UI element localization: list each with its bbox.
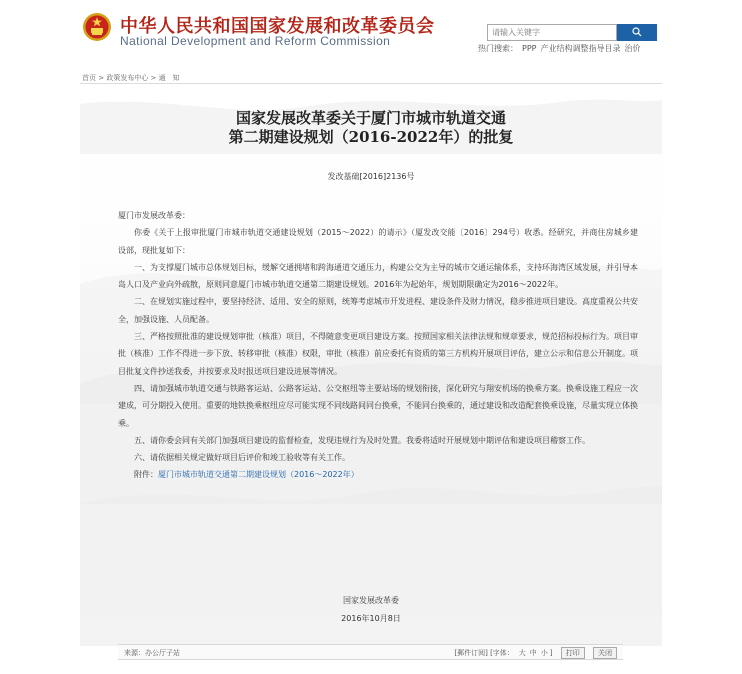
article-tools [454,647,617,659]
font-size-label: [字体： [490,649,514,657]
national-emblem-icon [82,12,112,42]
print-button[interactable]: 打印 [561,647,585,659]
hot-search-bar [478,43,644,54]
article-source: 来源：办公厅子站 [124,649,180,657]
document-number: 发改基础[2016]2136号 [327,172,415,181]
search-icon [632,27,642,37]
close-button[interactable]: 关闭 [593,647,617,659]
document-title-line1: 国家发展改革委关于厦门市城市轨道交通 [235,109,506,127]
body-paragraph: 二、在规划实施过程中，要坚持经济、适用、安全的原则，统筹考虑城市开发进程、建设条件及财力情况，稳步推进项目建设。高度重视公共安全，加强设施、人员配备。 [118,297,638,324]
signature-org: 国家发展改革委 [343,596,399,605]
font-size-medium[interactable]: 中 [529,649,537,657]
body-paragraph: 四、请加强城市轨道交通与铁路客运站、公路客运站、公交枢纽等主要站场的规划衔接，深化研究与翔安机场的换乘方案。换乘设施工程应一次建成，可分期投入使用。重要的地铁换乘枢纽应尽可能实现不同线路间同台换乘，不能同台换乘的，通过建设和改造配套换乘设施，尽量实现立体换乘。 [118,383,638,428]
breadcrumb[interactable]: 首页 > 政策发布中心 > 通 知 [82,74,180,82]
document-title-line2: 第二期建设规划（2016-2022年）的批复 [228,128,514,146]
font-size-small[interactable]: 小 [540,649,548,657]
document-body [118,207,638,484]
attachment-line [118,466,638,483]
subscribe-link[interactable]: [郵件订阅] [454,649,488,657]
body-paragraph: 你委《关于上报审批厦门市城市轨道交通建设规划（2015～2022）的请示》（厦发改交能〔2016〕294号）收悉。经研究，并商住房城乡建设部，现批复如下： [118,228,638,255]
hot-search-link[interactable]: 治价 [624,44,641,53]
article-footer-bar [118,644,623,660]
addressee: 厦门市发展改革委： [118,211,190,220]
body-paragraph: 五、请你委会同有关部门加强项目建设的监督检查，发现违规行为及时处置。我委将适时开展规划中期评估和建设项目稽察工作。 [134,435,590,445]
body-paragraph: 三、严格按照批准的建设规划审批（核准）项目，不得随意变更项目建设方案。按照国家相关法律法规和规章要求，规范招标投标行为。项目审批（核准）工作不得进一步下放、转移审批（核准）权限，审批（核准）前应委托有资质的第三方机构开展项目评估，建立公示和信息公开制度。项目批复文件抄送我委，并按要求及时报送项目建设进展等情况。 [118,332,638,376]
signature-date: 2016年10月8日 [341,614,401,623]
body-paragraph: 六、请依据相关规定做好项目后评价和竣工验收等有关工作。 [134,453,350,463]
hot-search-link[interactable]: PPP [522,44,537,53]
font-size-close: ] [549,649,553,657]
hot-search-link[interactable]: 产业结构调整指导目录 [540,44,621,53]
document-panel [80,84,662,646]
site-title-en[interactable]: National Development and Reform Commission [120,34,391,48]
site-title-cn[interactable]: 中华人民共和国国家发展和改革委员会 [120,16,435,37]
attachment-label: 附件： [134,470,158,480]
search-input[interactable] [487,24,617,41]
search-button[interactable] [617,24,657,41]
font-size-large[interactable]: 大 [518,649,526,657]
hot-search-label: 热门搜索： [478,44,518,53]
attachment-link[interactable]: 厦门市城市轨道交通第二期建设规划（2016～2022年） [158,470,359,480]
body-paragraph: 一、为支撑厦门城市总体规划目标，缓解交通拥堵和跨海通道交通压力，构建公交为主导的城市交通运输体系，支持环海湾区域发展，并引导本岛人口及产业向外疏散，原则同意厦门市城市轨道交通第二期建设规划。2016年为起始年，规划期限确定为2016～2022年。 [118,262,638,290]
site-header [0,0,742,58]
